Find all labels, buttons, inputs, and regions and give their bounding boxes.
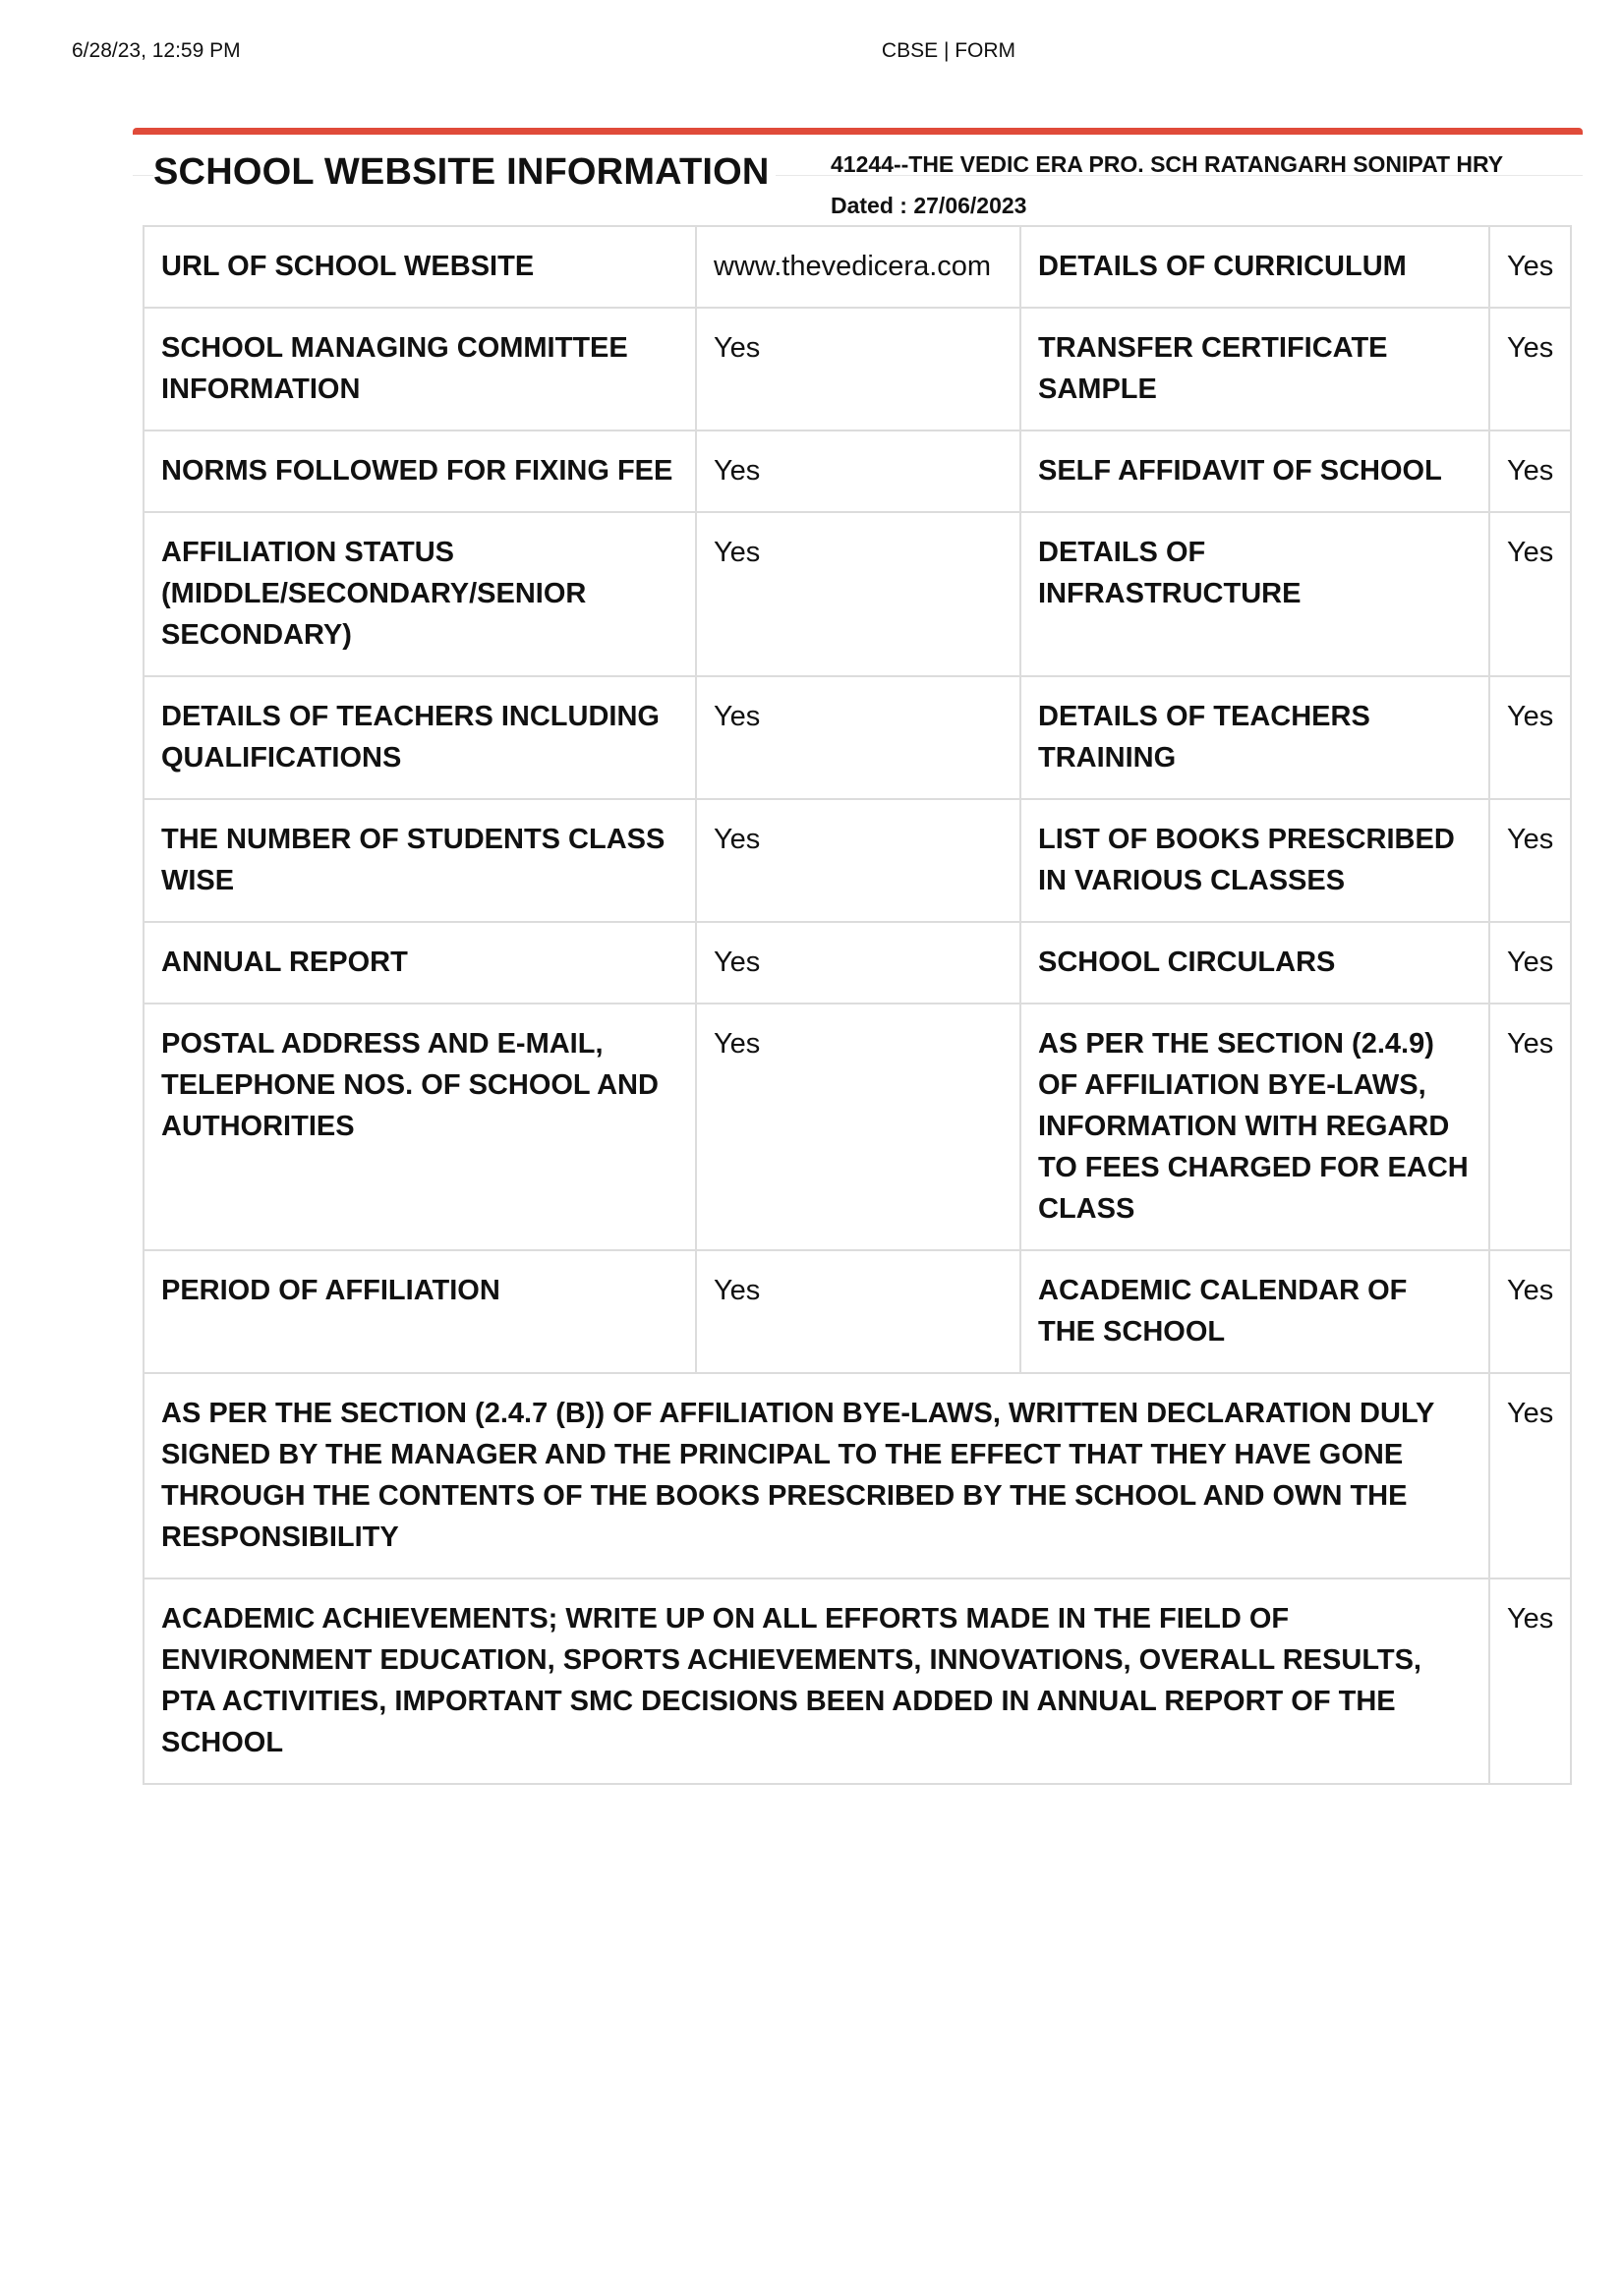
field-label: SCHOOL CIRCULARS xyxy=(1020,922,1489,1004)
field-label: ACADEMIC ACHIEVEMENTS; WRITE UP ON ALL EFFORTS MADE IN THE FIELD OF ENVIRONMENT EDUCATION, SPORTS ACHIEVEMENTS, INNOVATIONS, OVERALL RESULTS, PTA ACTIVITIES, IMPORTANT SMC DECISIONS BEEN ADDED IN ANNUAL REPORT OF THE SCHOOL xyxy=(144,1578,1489,1784)
field-label: DETAILS OF INFRASTRUCTURE xyxy=(1020,512,1489,676)
form-title: SCHOOL WEBSITE INFORMATION xyxy=(153,151,776,194)
field-value: Yes xyxy=(1489,799,1571,922)
field-value: Yes xyxy=(1489,1004,1571,1250)
field-label: NORMS FOLLOWED FOR FIXING FEE xyxy=(144,430,696,512)
field-label: AFFILIATION STATUS (MIDDLE/SECONDARY/SENIOR SECONDARY) xyxy=(144,512,696,676)
accent-bar xyxy=(133,128,1583,135)
field-value: Yes xyxy=(696,922,1020,1004)
field-value: Yes xyxy=(1489,430,1571,512)
table-row xyxy=(144,430,1571,512)
field-label: ACADEMIC CALENDAR OF THE SCHOOL xyxy=(1020,1250,1489,1373)
field-value: Yes xyxy=(1489,676,1571,799)
field-value: Yes xyxy=(1489,512,1571,676)
print-timestamp: 6/28/23, 12:59 PM xyxy=(72,39,241,62)
table-row xyxy=(144,922,1571,1004)
table-row xyxy=(144,1578,1571,1784)
field-value: Yes xyxy=(1489,1373,1571,1578)
field-value: Yes xyxy=(696,799,1020,922)
field-label: POSTAL ADDRESS AND E-MAIL, TELEPHONE NOS. OF SCHOOL AND AUTHORITIES xyxy=(144,1004,696,1250)
field-value: Yes xyxy=(1489,922,1571,1004)
print-page-title: CBSE | FORM xyxy=(881,39,1016,62)
field-label: SELF AFFIDAVIT OF SCHOOL xyxy=(1020,430,1489,512)
table-row xyxy=(144,1004,1571,1250)
website-info-table-body xyxy=(144,226,1571,1784)
field-label: DETAILS OF TEACHERS INCLUDING QUALIFICATIONS xyxy=(144,676,696,799)
print-header xyxy=(0,39,1622,69)
table-row xyxy=(144,512,1571,676)
field-value: Yes xyxy=(696,430,1020,512)
field-value: Yes xyxy=(1489,226,1571,308)
field-value: Yes xyxy=(696,512,1020,676)
field-value: Yes xyxy=(696,308,1020,430)
field-label: ANNUAL REPORT xyxy=(144,922,696,1004)
field-value: Yes xyxy=(696,1004,1020,1250)
field-label: DETAILS OF TEACHERS TRAINING xyxy=(1020,676,1489,799)
table-row xyxy=(144,226,1571,308)
table-row xyxy=(144,799,1571,922)
field-label: SCHOOL MANAGING COMMITTEE INFORMATION xyxy=(144,308,696,430)
field-label: THE NUMBER OF STUDENTS CLASS WISE xyxy=(144,799,696,922)
field-label: PERIOD OF AFFILIATION xyxy=(144,1250,696,1373)
field-label: DETAILS OF CURRICULUM xyxy=(1020,226,1489,308)
field-label: LIST OF BOOKS PRESCRIBED IN VARIOUS CLASSES xyxy=(1020,799,1489,922)
field-label: URL OF SCHOOL WEBSITE xyxy=(144,226,696,308)
field-value: Yes xyxy=(696,676,1020,799)
field-value: Yes xyxy=(696,1250,1020,1373)
field-value: www.thevedicera.com xyxy=(696,226,1020,308)
form-date: Dated : 27/06/2023 xyxy=(831,193,1027,218)
school-name: 41244--THE VEDIC ERA PRO. SCH RATANGARH SONIPAT HRY xyxy=(831,151,1504,177)
website-info-table xyxy=(143,225,1572,1785)
table-row xyxy=(144,1250,1571,1373)
table-row xyxy=(144,308,1571,430)
field-label: AS PER THE SECTION (2.4.9) OF AFFILIATION BYE-LAWS, INFORMATION WITH REGARD TO FEES CHARGED FOR EACH CLASS xyxy=(1020,1004,1489,1250)
table-row xyxy=(144,1373,1571,1578)
field-value: Yes xyxy=(1489,1250,1571,1373)
field-label: AS PER THE SECTION (2.4.7 (B)) OF AFFILIATION BYE-LAWS, WRITTEN DECLARATION DULY SIGNED BY THE MANAGER AND THE PRINCIPAL TO THE EFFECT THAT THEY HAVE GONE THROUGH THE CONTENTS OF THE BOOKS PRESCRIBED BY THE SCHOOL AND OWN THE RESPONSIBILITY xyxy=(144,1373,1489,1578)
field-value: Yes xyxy=(1489,1578,1571,1784)
field-value: Yes xyxy=(1489,308,1571,430)
field-label: TRANSFER CERTIFICATE SAMPLE xyxy=(1020,308,1489,430)
table-row xyxy=(144,676,1571,799)
